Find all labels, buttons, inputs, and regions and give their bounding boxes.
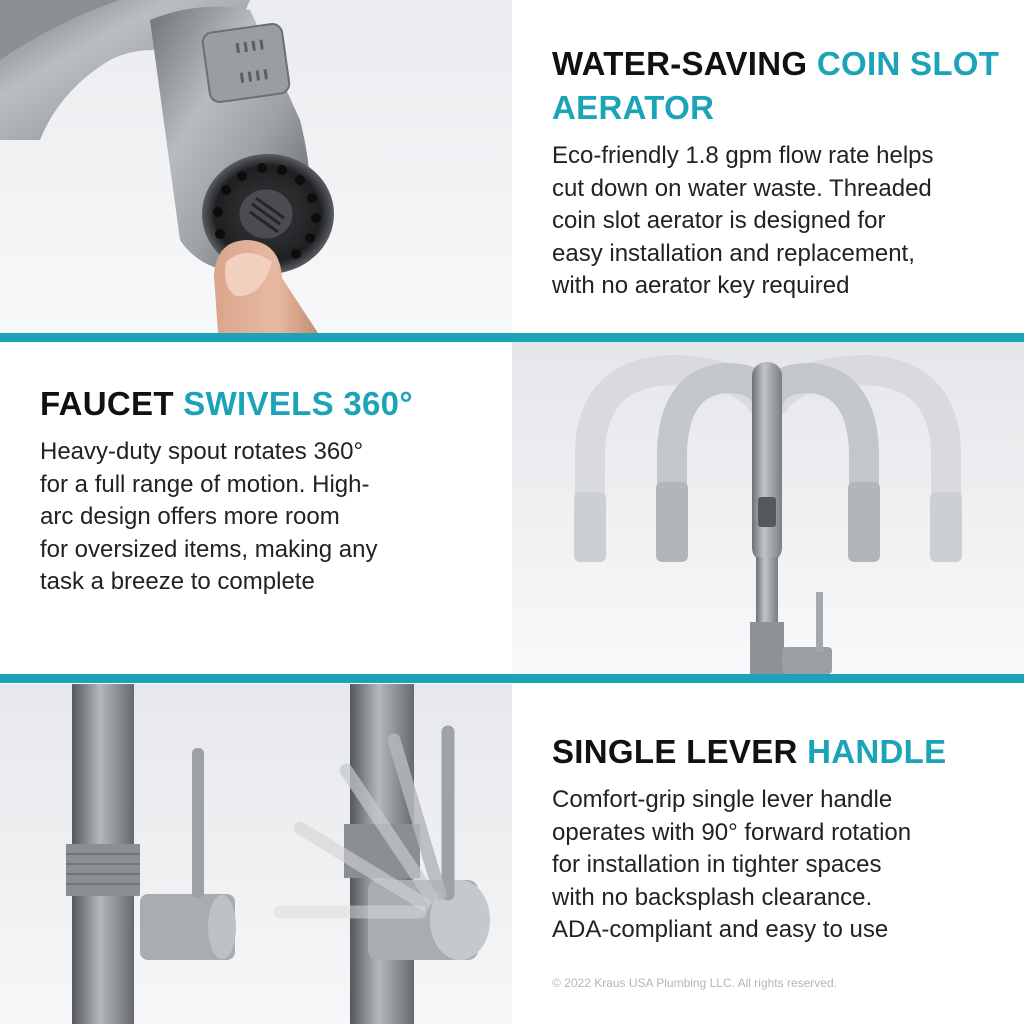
swivel-faucet-illustration bbox=[512, 342, 1024, 674]
headline-part2: HANDLE bbox=[807, 733, 947, 770]
description-line: coin slot aerator is designed for bbox=[552, 207, 886, 234]
description-line: Comfort-grip single lever handle bbox=[552, 786, 893, 813]
description-line: with no backsplash clearance. bbox=[552, 883, 873, 911]
aerator-photo bbox=[0, 0, 512, 333]
swivel-photo bbox=[512, 342, 1024, 674]
description-line: task a breeze to complete bbox=[40, 568, 315, 595]
copyright-notice: © 2022 Kraus USA Plumbing LLC. All rights reserved. bbox=[552, 976, 837, 990]
description-line: operates with 90° forward rotation bbox=[552, 818, 912, 846]
description-line: easy installation and replacement, bbox=[552, 239, 915, 267]
aerator-feature-section bbox=[0, 0, 1024, 333]
aerator-text bbox=[552, 42, 1024, 303]
handle-photo bbox=[0, 684, 512, 1024]
description-line: arc design offers more room bbox=[40, 503, 340, 530]
aerator-description bbox=[552, 140, 1024, 303]
handle-description bbox=[552, 784, 946, 947]
description-line: for installation in tighter spaces bbox=[552, 851, 882, 878]
description-line: Heavy-duty spout rotates 360° bbox=[40, 438, 364, 465]
swivel-headline bbox=[40, 382, 413, 426]
spray-head-illustration bbox=[0, 0, 512, 333]
headline-line2: SWIVELS 360° bbox=[183, 385, 413, 422]
headline-line1: WATER-SAVING bbox=[552, 45, 808, 82]
swivel-feature-section bbox=[0, 342, 1024, 674]
description-line: ADA-compliant and easy to use bbox=[552, 916, 889, 943]
swivel-description bbox=[40, 436, 413, 599]
description-line: Eco-friendly 1.8 gpm flow rate helps bbox=[552, 142, 934, 169]
description-line: for oversized items, making any bbox=[40, 535, 378, 563]
handle-headline bbox=[552, 730, 946, 774]
headline-line2: COIN SLOT AERATOR bbox=[552, 45, 1000, 126]
swivel-text bbox=[40, 382, 413, 599]
headline-line1: FAUCET bbox=[40, 385, 174, 422]
section-divider bbox=[0, 333, 1024, 342]
description-line: for a full range of motion. High- bbox=[40, 470, 370, 498]
handle-feature-section bbox=[0, 684, 1024, 1024]
handle-text bbox=[552, 730, 946, 947]
lever-handle-illustration bbox=[0, 684, 512, 1024]
section-divider bbox=[0, 674, 1024, 683]
description-line: cut down on water waste. Threaded bbox=[552, 174, 932, 202]
description-line: with no aerator key required bbox=[552, 272, 850, 299]
aerator-headline bbox=[552, 42, 1024, 130]
headline-part1: SINGLE LEVER bbox=[552, 733, 808, 770]
